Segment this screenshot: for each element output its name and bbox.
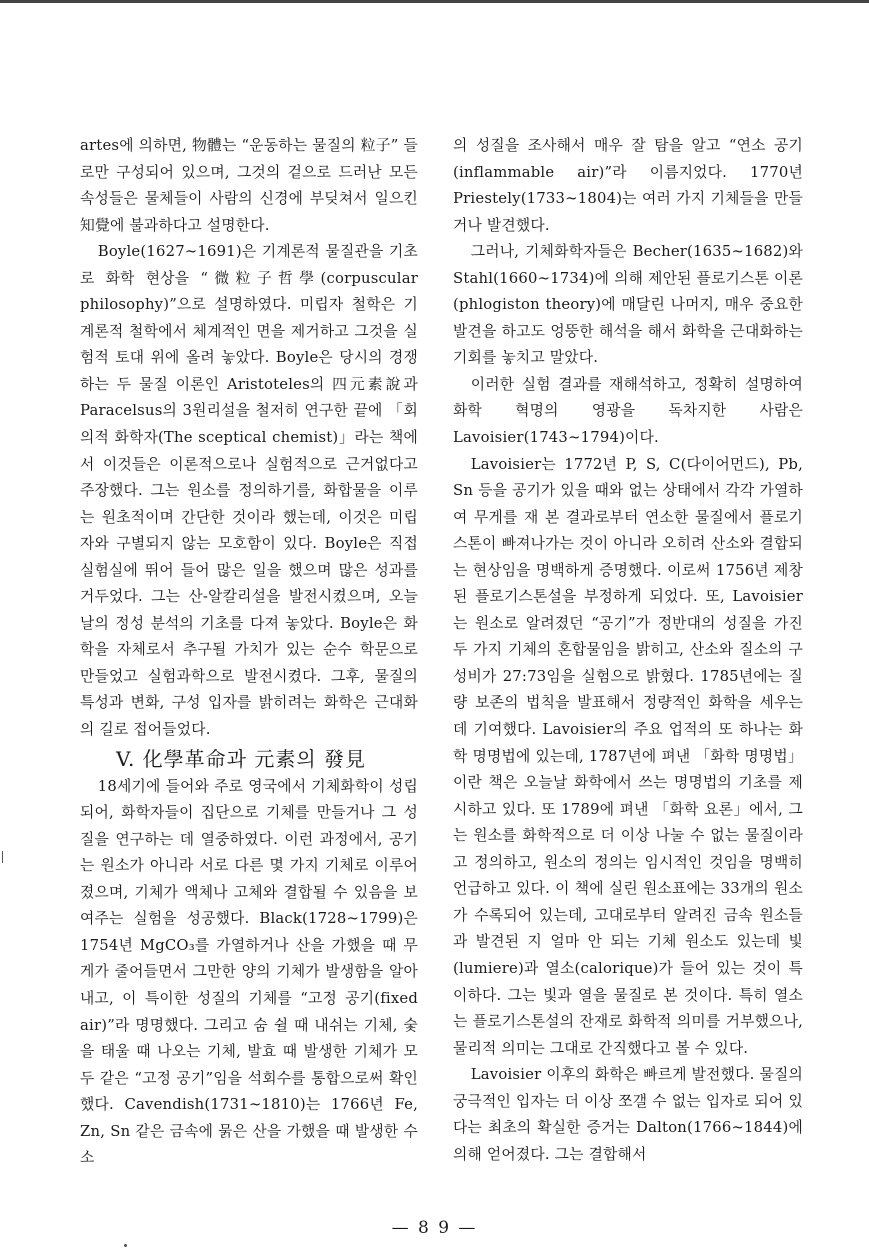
right-paragraph-1: 의 성질을 조사해서 매우 잘 탐을 알고 “연소 공기(inflammable air)”라 이름지었다. 1770년 Priestely(1733∼1804)는 여러 가지 기체들을 만들거나 발견했다. <box>453 137 803 234</box>
left-paragraph-2: Boyle(1627∼1691)은 기계론적 물질관을 기초로 화학 현상을 “微粒子哲學(corpuscular philosophy)”으로 설명하였다. 미립자 철학은 기계론적 철학에서 체계적인 면을 제거하고 그것을 실험적 토대 위에 올려 놓았다. Boyle은 당시의 경쟁하는 두 물질 이론인 Aristoteles의 四元素說과 Paracelsus의 3원리설을 철저히 연구한 끝에 「회의적 화학자(The sceptical chemist)」라는 책에서 이것들은 이론적으로나 실험적으로 근거없다고 주장했다. 그는 원소를 정의하기를, 화합물을 이루는 원초적이며 간단한 것이라 했는데, 이것은 미립자와 구별되지 않는 모호함이 있다. Boyle은 직접 실험실에 뛰어 들어 많은 일을 했으며 많은 성과를 거두었다. 그는 산-알칼리설을 발전시켰으며, 오늘날의 정성 분석의 기초를 다져 놓았다. Boyle은 화학을 자체로서 추구될 가치가 있는 순수 학문으로 만들었고 실험과학으로 발전시켰다. 그후, 물질의 특성과 변화, 구성 입자를 밝히려는 화학은 근대화의 길로 접어들었다. <box>80 243 418 739</box>
left-column <box>80 133 418 1172</box>
page-number: — 8 9 — <box>391 1218 478 1238</box>
stray-dot <box>124 1244 127 1247</box>
right-paragraph-3: 이러한 실험 결과를 재해석하고, 정확히 설명하여 화학 혁명의 영광을 독차지한 사람은 Lavoisier(1743∼1794)이다. <box>453 375 803 447</box>
left-paragraph-3: 18세기에 들어와 주로 영국에서 기체화학이 성립되어, 화학자들이 집단으로 기체를 만들거나 그 성질을 연구하는 데 열중하였다. 이런 과정에서, 공기는 원소가 아니라 서로 다른 몇 가지 기체로 이루어졌으며, 기체가 액체나 고체와 결합될 수 있음을 보여주는 실험을 성공했다. Black(1728∼1799)은 1754년 MgCO₃를 가열하거나 산을 가했을 때 무게가 줄어들면서 그만한 양의 기체가 발생함을 알아내고, 이 특이한 성질의 기체를 “고정 공기(fixed air)”라 명명했다. 그리고 숨 쉴 때 내쉬는 기체, 숯을 태울 때 나오는 기체, 발효 때 발생한 기체가 모두 같은 “고정 공기”임을 석회수를 통합으로써 확인했다. Cavendish(1731∼1810)는 1766년 Fe, Zn, Sn 같은 금속에 묽은 산을 가했을 때 발생한 수소 <box>80 777 418 1167</box>
right-column <box>453 133 803 1168</box>
right-paragraph-2: 그러나, 기체화학자들은 Becher(1635∼1682)와 Stahl(1660∼1734)에 의해 제안된 플로기스톤 이론(phlogiston theory)에 매달린 나머지, 매우 중요한 발견을 하고도 엉뚱한 해석을 해서 화학을 근대화하는 기회를 놓치고 말았다. <box>453 243 803 367</box>
left-paragraph-1: artes에 의하면, 物體는 “운동하는 물질의 粒子” 들로만 구성되어 있으며, 그것의 겉으로 드러난 모든 속성들은 물체들이 사람의 신경에 부딪쳐서 일으킨 知覺에 불과하다고 설명한다. <box>80 137 418 234</box>
margin-mark <box>2 851 3 863</box>
right-paragraph-5: Lavoisier 이후의 화학은 빠르게 발전했다. 물질의 궁극적인 입자는 더 이상 쪼갤 수 없는 입자로 되어 있다는 최초의 확실한 증거는 Dalton(1766∼1844)에 의해 얻어졌다. 그는 결합해서 <box>453 1066 803 1163</box>
section-heading: V. 化學革命과 元素의 發見 <box>116 746 367 771</box>
right-paragraph-4: Lavoisier는 1772년 P, S, C(다이어먼드), Pb, Sn 등을 공기가 있을 때와 없는 상태에서 각각 가열하여 무게를 재 본 결과로부터 연소한 물질에서 플로기스톤이 빠져나가는 것이 아니라 오히려 산소와 결합되는 현상임을 명백하게 증명했다. 이로써 1756년 제창된 플로기스톤설을 부정하게 되었다. 또, Lavoisier는 원소로 알려졌던 “공기”가 정반대의 성질을 가진 두 가지 기체의 혼합물임을 밝히고, 산소와 질소의 구성비가 27:73임을 실험으로 밝혔다. 1785년에는 질량 보존의 법칙을 발표해서 정량적인 화학을 세우는 데 기여했다. Lavoisier의 주요 업적의 또 하나는 화학 명명법에 있는데, 1787년에 펴낸 「화학 명명법」이란 책은 오늘날 화학에서 쓰는 명명법의 기초를 제시하고 있다. 또 1789에 펴낸 「화학 요론」에서, 그는 원소를 화학적으로 더 이상 나눌 수 없는 물질이라고 정의하고, 원소의 정의는 임시적인 것임을 명백히 언급하고 있다. 이 책에 실린 원소표에는 33개의 원소가 수록되어 있는데, 고대로부터 알려진 금속 원소들과 발견된 지 얼마 안 되는 기체 원소도 있는데 빛(lumiere)과 열소(calorique)가 들어 있는 것이 특이하다. 그는 빛과 열을 물질로 본 것이다. 특히 열소는 플로기스톤설의 잔재로 화학적 의미를 거부했으나, 물리적 의미는 그대로 간직했다고 볼 수 있다. <box>453 455 803 1057</box>
top-border-rule <box>0 0 869 3</box>
